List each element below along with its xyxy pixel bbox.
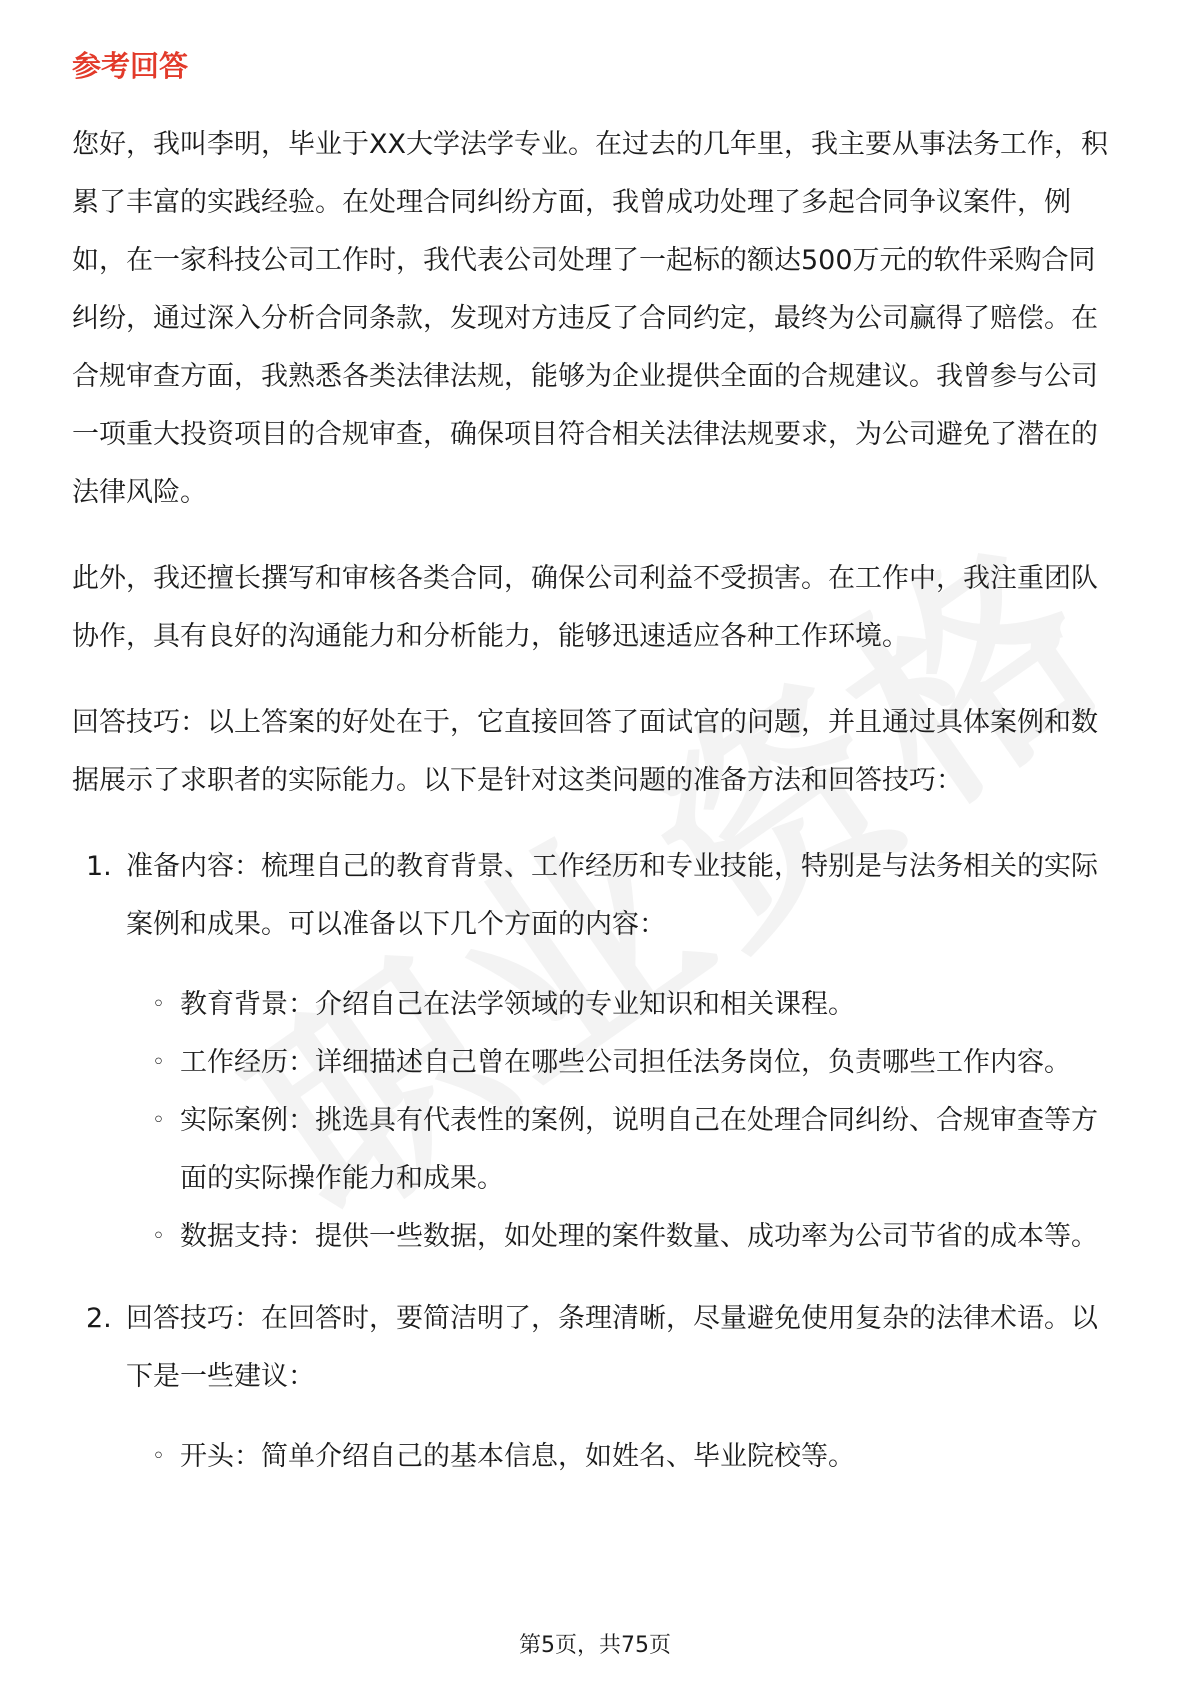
item-text: 回答技巧：在回答时，要简洁明了，条理清晰，尽量避免使用复杂的法律术语。以下是一些建议： [126,1303,1098,1392]
paragraph-answer-tips: 回答技巧：以上答案的好处在于，它直接回答了面试官的问题，并且通过具体案例和数据展示了求职者的实际能力。以下是针对这类问题的准备方法和回答技巧： [72,707,1098,796]
bullet-item [126,1428,1122,1486]
document-body [72,46,1122,1510]
item-number: 2. [86,1303,112,1334]
bullet-text: 实际案例：挑选具有代表性的案例，说明自己在处理合同纠纷、合规审查等方面的实际操作能力和成果。 [180,1105,1098,1194]
item-number: 1. [86,851,112,882]
bullet-icon: ◦ [152,1108,165,1133]
paragraph-intro: 您好，我叫李明，毕业于XX大学法学专业。在过去的几年里，我主要从事法务工作，积累了丰富的实践经验。在处理合同纠纷方面，我曾成功处理了多起合同争议案件，例如，在一家科技公司工作时，我代表公司处理了一起标的额达500万元的软件采购合同纠纷，通过深入分析合同条款，发现对方违反了合同约定，最终为公司赢得了赔偿。在合规审查方面，我熟悉各类法律法规，能够为企业提供全面的合规建议。我曾参与公司一项重大投资项目的合规审查，确保项目符合相关法律法规要求，为公司避免了潜在的法律风险。 [72,129,1108,508]
bullet-icon: ◦ [152,992,165,1017]
numbered-item-1 [72,838,1122,1266]
bullet-text: 工作经历：详细描述自己曾在哪些公司担任法务岗位，负责哪些工作内容。 [180,1047,1071,1078]
bullet-icon: ◦ [152,1224,165,1249]
bullet-item [126,1034,1122,1092]
bullet-item [126,1092,1122,1208]
bullet-item [126,976,1122,1034]
bullet-text: 数据支持：提供一些数据，如处理的案件数量、成功率为公司节省的成本等。 [180,1221,1098,1252]
bullet-item [126,1208,1122,1266]
numbered-item-2 [72,1290,1122,1486]
paragraph-skills: 此外，我还擅长撰写和审核各类合同，确保公司利益不受损害。在工作中，我注重团队协作，具有良好的沟通能力和分析能力，能够迅速适应各种工作环境。 [72,563,1098,652]
bullet-list [126,976,1122,1266]
section-heading: 参考回答 [72,49,189,83]
bullet-icon: ◦ [152,1444,165,1469]
bullet-text: 教育背景：介绍自己在法学领域的专业知识和相关课程。 [180,989,855,1020]
numbered-list [72,838,1122,1486]
page-footer: 第5页，共75页 [519,1633,671,1658]
bullet-text: 开头：简单介绍自己的基本信息，如姓名、毕业院校等。 [180,1441,855,1472]
bullet-icon: ◦ [152,1050,165,1075]
bullet-list [126,1428,1122,1486]
item-text: 准备内容：梳理自己的教育背景、工作经历和专业技能，特别是与法务相关的实际案例和成果。可以准备以下几个方面的内容： [126,851,1098,940]
